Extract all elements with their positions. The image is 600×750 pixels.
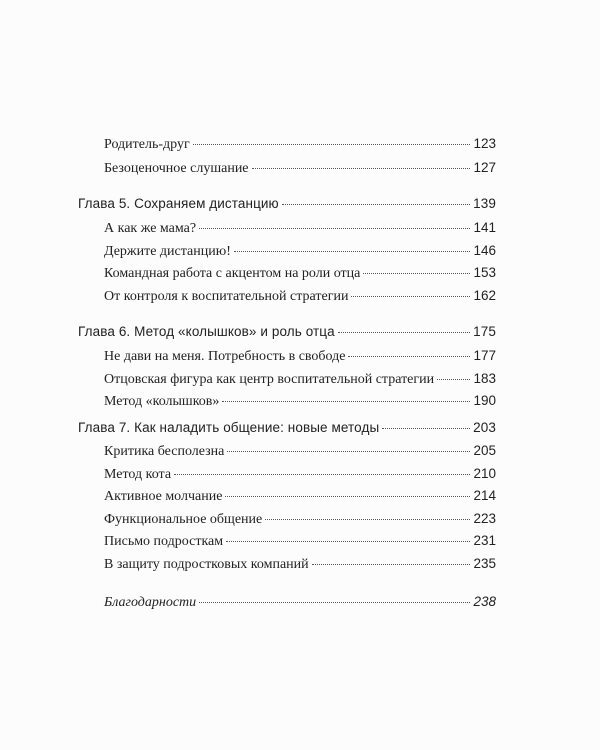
toc-entry-title: Командная работа с акцентом на роли отца — [104, 266, 361, 281]
toc-entry — [104, 240, 496, 262]
dot-leader — [199, 228, 470, 229]
dot-leader — [226, 541, 470, 542]
toc-entry-page: 235 — [473, 556, 496, 571]
toc-entry — [104, 530, 496, 552]
toc-entry — [104, 508, 496, 530]
toc-entry — [104, 133, 496, 155]
dot-leader — [351, 296, 470, 297]
toc-entry-page: 190 — [473, 393, 496, 408]
toc-entry-page: 153 — [473, 265, 496, 280]
toc-entry — [104, 285, 496, 307]
toc-chapter-entry — [78, 417, 496, 439]
toc-entry-page: 223 — [473, 511, 496, 526]
dot-leader — [338, 332, 470, 333]
toc-entry — [104, 262, 496, 284]
toc-entry-page: 238 — [473, 594, 496, 609]
dot-leader — [174, 474, 470, 475]
toc-entry-title: Безоценочное слушание — [104, 161, 249, 176]
toc-chapter-title: Глава 5. Сохраняем дистанцию — [78, 196, 279, 211]
toc-entry-page: 146 — [473, 243, 496, 258]
toc-entry-title: Функциональное общение — [104, 512, 263, 527]
toc-entry-page: 141 — [473, 220, 496, 235]
dot-leader — [348, 356, 470, 357]
dot-leader — [265, 519, 470, 520]
toc-chapter-title: Глава 7. Как наладить общение: новые методы — [78, 420, 380, 435]
toc-entry-page: 203 — [473, 420, 496, 435]
toc-entry-page: 127 — [473, 160, 496, 175]
toc-acknowledgements-entry — [104, 591, 496, 613]
dot-leader — [225, 496, 470, 497]
toc-entry-title: В защиту подростковых компаний — [104, 557, 309, 572]
toc-entry-title: Благодарности — [104, 595, 197, 610]
toc-entry-page: 205 — [473, 443, 496, 458]
toc-entry-title: Критика бесполезна — [104, 444, 225, 459]
toc-entry-page: 175 — [473, 324, 496, 339]
toc-entry-title: Активное молчание — [104, 489, 223, 504]
toc-entry-page: 214 — [473, 488, 496, 503]
toc-entry-page: 162 — [473, 288, 496, 303]
toc-entry-title: Держите дистанцию! — [104, 244, 231, 259]
dot-leader — [282, 204, 470, 205]
dot-leader — [363, 273, 470, 274]
toc-chapter-title: Глава 6. Метод «колышков» и роль отца — [78, 324, 335, 339]
dot-leader — [312, 564, 471, 565]
dot-leader — [437, 379, 470, 380]
toc-entry-title: От контроля к воспитательной стратегии — [104, 289, 349, 304]
toc-entry — [104, 390, 496, 412]
toc-entry — [104, 463, 496, 485]
toc-entry-title: Не дави на меня. Потребность в свободе — [104, 349, 346, 364]
dot-leader — [199, 602, 470, 603]
dot-leader — [382, 428, 470, 429]
toc-entry — [104, 368, 496, 390]
toc-entry-page: 231 — [473, 533, 496, 548]
toc-chapter-entry — [78, 193, 496, 215]
toc-entry-page: 139 — [473, 196, 496, 211]
toc-entry — [104, 345, 496, 367]
toc-entry-title: Письмо подросткам — [104, 534, 224, 549]
toc-entry-title: А как же мама? — [104, 221, 197, 236]
toc-entry-page: 123 — [473, 136, 496, 151]
dot-leader — [222, 401, 470, 402]
toc-entry — [104, 485, 496, 507]
toc-entry-title: Отцовская фигура как центр воспитательной стратегии — [104, 372, 435, 387]
toc-entry-title: Метод «колышков» — [104, 394, 220, 409]
toc-entry — [104, 553, 496, 575]
dot-leader — [234, 251, 471, 252]
dot-leader — [252, 168, 471, 169]
dot-leader — [227, 451, 470, 452]
toc-entry-page: 183 — [473, 371, 496, 386]
dot-leader — [193, 144, 471, 145]
toc-entry-page: 210 — [473, 466, 496, 481]
toc-chapter-entry — [78, 321, 496, 343]
toc-entry-page: 177 — [473, 348, 496, 363]
toc-entry-title: Родитель-друг — [104, 137, 190, 152]
toc-entry-title: Метод кота — [104, 467, 172, 482]
toc-entry — [104, 217, 496, 239]
toc-entry — [104, 157, 496, 179]
toc-entry — [104, 440, 496, 462]
